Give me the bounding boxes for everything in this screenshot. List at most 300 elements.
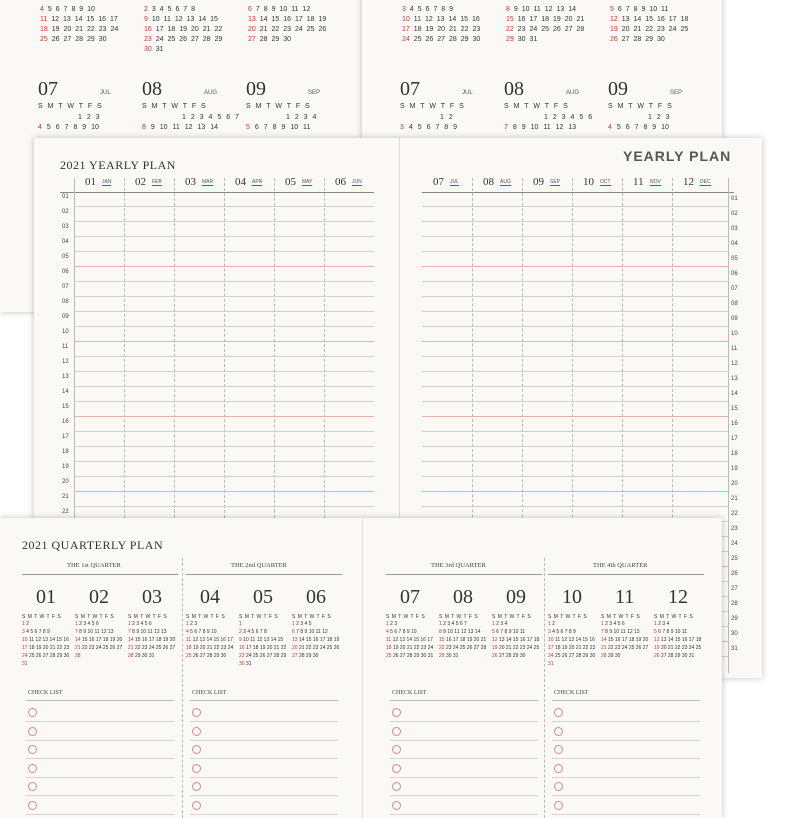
mini-calendar-row: 31: [22, 661, 28, 667]
mini-calendar-row: 17 18 19 20 21 22 23: [548, 645, 596, 651]
mini-calendar-row: 28: [75, 653, 81, 659]
weekday-header: S M T W T F S: [239, 614, 278, 620]
day-number: 21: [731, 496, 738, 502]
month-header-number: 05: [285, 176, 296, 188]
checkbox-circle-icon: [192, 745, 201, 754]
mini-calendar-row: 4 5 6 7 8 9 10: [608, 124, 669, 131]
mini-calendar-row: 29 30 31: [439, 653, 459, 659]
weekday-header: S M T W T F S: [186, 614, 225, 620]
mini-calendar-row: 30 31: [144, 46, 164, 53]
checklist-line: [190, 740, 338, 741]
yearly-plan-brand: YEARLY PLAN: [623, 148, 732, 164]
quarterly-plan-title: 2021 QUARTERLY PLAN: [22, 538, 164, 552]
checklist-label: CHECK LIST: [192, 690, 227, 696]
mini-calendar-row: 30 31: [239, 661, 252, 667]
day-row-line: [422, 206, 728, 207]
quarter-rule: [386, 574, 542, 575]
mini-calendar-row: 13 14 15 16 17 18 19: [248, 16, 327, 23]
mini-calendar-row: 26 27 28 29 30 31: [654, 653, 695, 659]
mini-calendar-row: 20 21 22 23 24 25 26: [248, 26, 327, 33]
month-header-number: 07: [433, 176, 444, 188]
checklist-line: [390, 740, 538, 741]
day-number: 27: [731, 586, 738, 592]
mini-calendar-row: 7 8 9 10 11 12 13: [75, 629, 114, 635]
day-row-line: [74, 266, 374, 267]
month-number: 02: [89, 586, 109, 608]
mini-calendar-row: 17 18 19 20 21 22 23: [402, 26, 481, 33]
month-divider: [324, 178, 325, 523]
day-row-line: [74, 311, 374, 312]
mini-calendar-row: 1 2: [22, 621, 29, 627]
month-header-abbr: MAR: [202, 179, 214, 185]
checklist-line: [552, 777, 700, 778]
checkbox-circle-icon: [192, 764, 201, 773]
checkbox-circle-icon: [392, 764, 401, 773]
day-row-line: [74, 221, 374, 222]
month-header-abbr: AUG: [500, 179, 511, 185]
month-header-abbr: JAN: [102, 179, 112, 185]
day-row-line: [422, 221, 728, 222]
quarter-rule: [186, 574, 342, 575]
day-row-line: [74, 431, 374, 432]
day-number: 14: [62, 389, 69, 395]
mini-calendar-row: 7 8 9 10 11 12 13: [601, 629, 640, 635]
day-number: 10: [62, 329, 69, 335]
day-row-line: [422, 476, 728, 477]
quarter-divider: [182, 558, 183, 818]
day-row-line: [422, 431, 728, 432]
checklist-line: [190, 721, 338, 722]
day-number: 20: [731, 481, 738, 487]
day-number: 15: [731, 406, 738, 412]
mini-calendar-row: 27 28 29 30: [292, 653, 319, 659]
day-row-line: [422, 371, 728, 372]
day-number: 07: [62, 284, 69, 290]
month-header-abbr: MAY: [302, 179, 313, 185]
day-number: 08: [731, 301, 738, 307]
mini-calendar-row: 8 9 10 11 12 13 14: [506, 6, 576, 13]
mini-calendar-row: 1 2 3: [186, 621, 198, 627]
day-number: 06: [62, 269, 69, 275]
month-divider: [224, 178, 225, 523]
month-header-number: 08: [483, 176, 494, 188]
page-gutter: [362, 518, 363, 818]
mini-calendar-row: 3 4 5 6 7 8 9: [400, 124, 458, 131]
checklist-line: [390, 795, 538, 796]
day-row-line: [74, 326, 374, 327]
day-row-line: [422, 491, 728, 492]
day-row-line: [74, 206, 374, 207]
month-abbr: JUL: [462, 90, 473, 96]
day-number: 03: [731, 226, 738, 232]
mini-calendar-row: 1 2 3 4: [492, 621, 508, 627]
quarter-label: THE 1st QUARTER: [67, 562, 121, 569]
mini-calendar-row: 5 6 7 8 9 10 11: [492, 629, 526, 635]
mini-calendar-row: 3 4 5 6 7 8 9: [548, 629, 576, 635]
mini-calendar-row: 12 13 14 15 16 17 18: [492, 637, 540, 643]
mini-calendar-row: 10 11 12 13 14 15 16: [402, 16, 480, 23]
mini-calendar-row: 10 11 12 13 14 15 16: [22, 637, 69, 643]
checklist-line: [26, 721, 174, 722]
day-number: 23: [731, 526, 738, 532]
checklist-rule: [190, 700, 338, 701]
month-number: 08: [504, 78, 524, 100]
day-row-line: [74, 341, 374, 342]
mini-calendar-row: 2 3 4 5 6 7 8: [239, 629, 267, 635]
checklist-rule: [552, 700, 700, 701]
month-header-number: 02: [135, 176, 146, 188]
day-row-line: [74, 371, 374, 372]
mini-calendar-row: 9 10 11 12 13 14 15: [144, 16, 218, 23]
checklist-line: [552, 740, 700, 741]
day-row-line: [422, 251, 728, 252]
checklist-line: [26, 814, 174, 815]
day-number: 18: [731, 451, 738, 457]
mini-calendar-row: 1 2 3 4 5: [292, 621, 312, 627]
weekday-header: S M T W T F S: [128, 614, 167, 620]
month-header-number: 06: [335, 176, 346, 188]
checkbox-circle-icon: [554, 727, 563, 736]
day-number: 31: [731, 646, 738, 652]
mini-calendar-row: 21 22 23 24 25 26 27: [601, 645, 649, 651]
quarter-rule: [548, 574, 704, 575]
checkbox-circle-icon: [392, 745, 401, 754]
mini-calendar-row: 26 27 28 29 30: [492, 653, 526, 659]
checklist-line: [190, 777, 338, 778]
mini-calendar-row: 22 23 24 25 26 27 28: [506, 26, 585, 33]
day-number: 08: [62, 299, 69, 305]
month-header-abbr: APR: [252, 179, 263, 185]
checkbox-circle-icon: [192, 708, 201, 717]
month-abbr: SEP: [308, 90, 321, 96]
weekday-header: S M T W T F S: [292, 614, 331, 620]
checklist-line: [26, 777, 174, 778]
day-number: 16: [731, 421, 738, 427]
weekday-header: S M T W T F S: [400, 103, 464, 110]
checklist-line: [390, 758, 538, 759]
month-number: 07: [400, 78, 420, 100]
weekday-header: S M T W T F S: [142, 103, 206, 110]
day-number: 12: [62, 359, 69, 365]
weekday-header: S M T W T F S: [22, 614, 61, 620]
mini-calendar-row: 15 16 17 18 19 20 21: [439, 637, 487, 643]
month-number: 09: [506, 586, 526, 608]
mini-calendar-row: 1 2 3 4 5 6 7: [439, 621, 467, 627]
checklist-line: [552, 721, 700, 722]
mini-calendar-row: 18 19 20 21 22 23 24: [386, 645, 434, 651]
checkbox-circle-icon: [554, 764, 563, 773]
checklist-line: [552, 795, 700, 796]
day-row-line: [422, 446, 728, 447]
mini-calendar-row: 14 15 16 17 18 19 20: [128, 637, 176, 643]
month-header-number: 03: [185, 176, 196, 188]
mini-calendar-row: 2 3 4 5 6 7 8: [144, 6, 196, 13]
mini-calendar-row: 1 2 3 4 5 6: [601, 621, 625, 627]
day-row-line: [74, 506, 374, 507]
month-header-abbr: JUL: [450, 179, 459, 185]
mini-calendar-row: 4 5 6 7 8 9 10: [186, 629, 217, 635]
checklist-label: CHECK LIST: [392, 690, 427, 696]
weekday-header: S M T W T F S: [386, 614, 425, 620]
weekday-header: S M T W T F S: [492, 614, 531, 620]
day-number: 01: [731, 196, 738, 202]
mini-calendar-row: 11 12 13 14 15 16 17: [40, 16, 118, 23]
mini-calendar-row: 28 29 30 31: [128, 653, 155, 659]
checkbox-circle-icon: [28, 727, 37, 736]
checkbox-circle-icon: [28, 782, 37, 791]
mini-calendar-row: 1 2: [440, 114, 453, 121]
mini-calendar-row: 17 18 19 20 21 22 23: [22, 645, 70, 651]
weekday-header: S M T W T F S: [75, 614, 114, 620]
month-number: 12: [668, 586, 688, 608]
mini-calendar-row: 1 2 3 4 5 6: [544, 114, 593, 121]
month-number: 03: [142, 586, 162, 608]
month-header-abbr: OCT: [600, 179, 611, 185]
checkbox-circle-icon: [28, 801, 37, 810]
checklist-label: CHECK LIST: [554, 690, 589, 696]
quarter-label: THE 3rd QUARTER: [431, 562, 486, 569]
mini-calendar-row: 8 9 10 11 12 13 14: [142, 124, 218, 131]
day-number: 12: [731, 361, 738, 367]
mini-calendar-row: 3 4 5 6 7 8 9: [402, 6, 454, 13]
month-number: 10: [562, 586, 582, 608]
day-number: 09: [62, 314, 69, 320]
grid-right-edge: [728, 178, 729, 673]
mini-calendar-row: 1 2: [548, 621, 555, 627]
mini-calendar-row: 19 20 21 22 23 24 25: [654, 645, 702, 651]
checkbox-circle-icon: [28, 745, 37, 754]
mini-calendar-row: 6 7 8 9 10 11 12: [292, 629, 328, 635]
mini-calendar-row: 24 25 26 27 28 29 30: [402, 36, 481, 43]
day-number: 25: [731, 556, 738, 562]
mini-calendar-row: 25 26 27 28 29 30 31: [386, 653, 434, 659]
mini-calendar-row: 18 19 20 21 22 23 24: [40, 26, 119, 33]
checklist-line: [26, 758, 174, 759]
mini-calendar-row: 11 12 13 14 15 16 17: [386, 637, 433, 643]
month-abbr: AUG: [566, 90, 580, 96]
checkbox-circle-icon: [192, 727, 201, 736]
day-number: 22: [62, 509, 69, 515]
mini-calendar-row: 14 15 16 17 18 19 20: [75, 637, 123, 643]
checkbox-circle-icon: [392, 801, 401, 810]
mini-calendar-row: 6 7 8 9 10 11 12: [248, 6, 311, 13]
month-number: 09: [246, 78, 266, 100]
quarter-divider: [544, 558, 545, 818]
mini-calendar-row: 1 2 3: [648, 114, 670, 121]
mini-calendar-row: 28 29 30: [601, 653, 621, 659]
month-number: 08: [142, 78, 162, 100]
day-row-line: [422, 266, 728, 267]
month-header-number: 09: [533, 176, 544, 188]
mini-calendar-row: 1 2 3 4: [654, 621, 670, 627]
mini-calendar-row: 3 4 5 6 7 8 9: [22, 629, 50, 635]
day-row-line: [422, 236, 728, 237]
weekday-header: S M T W T F S: [38, 103, 102, 110]
day-row-line: [422, 401, 728, 402]
day-row-line: [422, 296, 728, 297]
header-rule: [60, 192, 374, 193]
quarter-label: THE 2nd QUARTER: [231, 562, 287, 569]
header-rule: [422, 192, 734, 193]
month-header-abbr: NOV: [650, 179, 661, 185]
mini-calendar-row: 4 5 6 7 8 9 10: [386, 629, 417, 635]
day-row-line: [422, 341, 728, 342]
month-header-number: 01: [85, 176, 96, 188]
month-header-abbr: DEC: [700, 179, 711, 185]
day-row-line: [74, 251, 374, 252]
mini-calendar-row: 21 22 23 24 25 26 27: [75, 645, 123, 651]
day-row-line: [422, 356, 728, 357]
day-row-line: [422, 416, 728, 417]
checklist-line: [552, 814, 700, 815]
checklist-label: CHECK LIST: [28, 690, 63, 696]
day-row-line: [422, 326, 728, 327]
day-number: 22: [731, 511, 738, 517]
day-number: 01: [62, 194, 69, 200]
weekday-header: S M T W T F S: [601, 614, 640, 620]
mini-calendar-row: 27 28 29 30: [248, 36, 292, 43]
month-number: 06: [306, 586, 326, 608]
checklist-line: [390, 814, 538, 815]
mini-calendar-row: 1 2 3 4 5 6: [75, 621, 99, 627]
day-row-line: [74, 461, 374, 462]
day-row-line: [74, 386, 374, 387]
day-number: 21: [62, 494, 69, 500]
checklist-line: [190, 795, 338, 796]
mini-calendar-row: 23 24 25 26 27 28 29: [144, 36, 223, 43]
day-number: 15: [62, 404, 69, 410]
month-header-number: 10: [583, 176, 594, 188]
month-header-abbr: SEP: [550, 179, 561, 185]
mini-calendar-row: 25 26 27 28 29 30: [40, 36, 107, 43]
mini-calendar-row: 1 2 3 4 5 6 7: [182, 114, 239, 121]
day-number: 28: [731, 601, 738, 607]
day-number: 30: [731, 631, 738, 637]
day-number: 05: [731, 256, 738, 262]
day-number: 04: [731, 241, 738, 247]
quarter-rule: [22, 574, 178, 575]
checklist-rule: [26, 700, 174, 701]
mini-calendar-row: 29 30 31: [506, 36, 538, 43]
mini-calendar-row: 31: [548, 661, 554, 667]
mini-calendar-row: 4 5 6 7 8 9 10: [40, 6, 95, 13]
month-number: 11: [615, 586, 635, 608]
month-number: 05: [253, 586, 273, 608]
mini-calendar-row: 7 8 9 10 11 12 13: [128, 629, 167, 635]
mini-calendar-row: 19 20 21 22 23 24 25: [610, 26, 689, 33]
day-row-line: [74, 476, 374, 477]
day-row-line: [74, 281, 374, 282]
month-number: 04: [200, 586, 220, 608]
mini-calendar-row: 21 22 23 24 25 26 27: [128, 645, 176, 651]
quarter-label: THE 4th QUARTER: [593, 562, 648, 569]
day-number: 10: [731, 331, 738, 337]
day-row-line: [74, 356, 374, 357]
day-number: 14: [731, 391, 738, 397]
mini-calendar-row: 5 6 7 8 9 10 11: [610, 6, 669, 13]
day-number: 24: [731, 541, 738, 547]
checkbox-circle-icon: [392, 727, 401, 736]
checklist-line: [190, 814, 338, 815]
yearly-plan-title: 2021 YEARLY PLAN: [60, 158, 176, 172]
day-number: 29: [731, 616, 738, 622]
day-number: 17: [731, 436, 738, 442]
day-number: 19: [62, 464, 69, 470]
mini-calendar-row: 23 24 25 26 27 28 29: [239, 653, 287, 659]
month-abbr: SEP: [670, 90, 683, 96]
mini-calendar-row: 4 5 6 7 8 9 10: [38, 124, 99, 131]
mini-calendar-row: 15 16 17 18 19 20 21: [506, 16, 585, 23]
mini-calendar-row: 25 26 27 28 29 30: [186, 653, 227, 659]
month-divider: [174, 178, 175, 523]
month-number: 01: [36, 586, 56, 608]
day-number: 19: [731, 466, 738, 472]
day-row-line: [74, 416, 374, 417]
checklist-line: [190, 758, 338, 759]
mini-calendar-row: 18 19 20 21 22 23 24: [186, 645, 234, 651]
checkbox-circle-icon: [392, 708, 401, 717]
month-header-number: 04: [235, 176, 246, 188]
month-number: 08: [453, 586, 473, 608]
month-abbr: JUL: [100, 90, 111, 96]
month-number: 09: [608, 78, 628, 100]
mini-calendar-row: 14 15 16 17 18 19 20: [601, 637, 649, 643]
day-row-line: [422, 506, 728, 507]
checklist-line: [26, 795, 174, 796]
month-abbr: AUG: [204, 90, 218, 96]
checklist-line: [552, 758, 700, 759]
month-number: 07: [400, 586, 420, 608]
checkbox-circle-icon: [554, 782, 563, 791]
mini-calendar-row: 16 17 18 19 20 21 22: [239, 645, 287, 651]
month-divider: [274, 178, 275, 523]
mini-calendar-row: 9 10 11 12 13 14 15: [239, 637, 284, 643]
mini-calendar-row: 5 6 7 8 9 10 11: [654, 629, 688, 635]
mini-calendar-row: 10 11 12 13 14 15 16: [548, 637, 595, 643]
weekday-header: S M T W T F S: [439, 614, 478, 620]
day-row-line: [422, 281, 728, 282]
checkbox-circle-icon: [392, 782, 401, 791]
month-number: 07: [38, 78, 58, 100]
mini-calendar-row: 1 2 3: [386, 621, 398, 627]
mini-calendar-row: 12 13 14 15 16 17 18: [654, 637, 702, 643]
day-row-line: [74, 401, 374, 402]
mini-calendar-row: 20 21 22 23 24 25 26: [292, 645, 340, 651]
checklist-rule: [390, 700, 538, 701]
mini-calendar-row: 1 2 3 4 5 6: [128, 621, 152, 627]
day-number: 11: [62, 344, 69, 350]
checkbox-circle-icon: [554, 801, 563, 810]
grid-left-edge: [74, 178, 75, 523]
checkbox-circle-icon: [554, 745, 563, 754]
mini-calendar-row: 13 14 15 16 17 18 19: [292, 637, 340, 643]
checklist-line: [26, 740, 174, 741]
mini-calendar-row: 26 27 28 29 30: [610, 36, 665, 43]
day-row-line: [74, 446, 374, 447]
day-number: 18: [62, 449, 69, 455]
day-number: 03: [62, 224, 69, 230]
weekday-header: S M T W T F S: [548, 614, 587, 620]
day-row-line: [74, 296, 374, 297]
day-row-line: [74, 236, 374, 237]
mini-calendar-row: 7 8 9 10 11 12 13: [504, 124, 577, 131]
mini-calendar-row: 24 25 26 27 28 29 30: [22, 653, 70, 659]
month-header-number: 12: [683, 176, 694, 188]
day-row-line: [74, 491, 374, 492]
weekday-header: S M T W T F S: [246, 103, 310, 110]
day-number: 05: [62, 254, 69, 260]
quarterly-plan-spread: [0, 518, 722, 818]
